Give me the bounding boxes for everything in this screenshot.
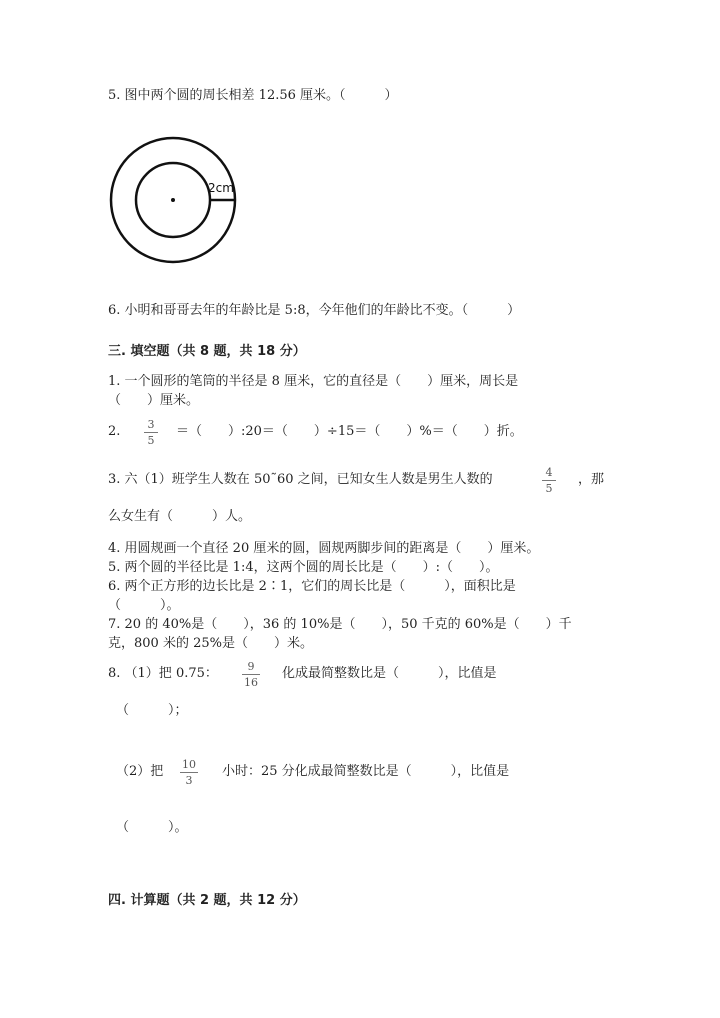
fill-q3-tail: ，那: [578, 472, 605, 487]
fill-q8b-rest: 小时：25 分化成最简整数比是（ ），比值是: [222, 764, 510, 779]
fill-q3-line1: 3. 六（1）班学生人数在 50˜60 之间，已知女生人数是男生人数的: [108, 472, 493, 487]
fraction-bar: [242, 674, 260, 675]
fraction-9-16: [242, 660, 260, 689]
fill-q2-expression: ＝（ ）:20＝（ ）÷15＝（ ）%＝（ ）折。: [176, 424, 523, 439]
question-5: 5. 图中两个圆的周长相差 12.56 厘米。（ ）: [108, 88, 398, 103]
fraction-bar: [542, 480, 556, 481]
fill-q8b-blank: （ ）。: [116, 820, 188, 835]
fill-q3-line2: 么女生有（ ）人。: [108, 509, 252, 524]
section-3-title: 三. 填空题（共 8 题，共 18 分）: [108, 344, 306, 359]
fill-q1-line1: 1. 一个圆形的笔筒的半径是 8 厘米，它的直径是（ ）厘米，周长是: [108, 374, 519, 389]
fill-q8a-prefix: 8. （1）把 0.75：: [108, 666, 218, 681]
fill-q4: 4. 用圆规画一个直径 20 厘米的圆，圆规两脚步间的距离是（ ）厘米。: [108, 541, 540, 556]
fill-q5: 5. 两个圆的半径比是 1:4，这两个圆的周长比是（ ）:（ ）。: [108, 560, 499, 575]
fraction-denominator: 5: [545, 482, 553, 495]
fraction-bar: [144, 432, 158, 433]
fill-q8b-prefix: （2）把: [116, 764, 164, 779]
fill-q7-line2: 克，800 米的 25%是（ ）米。: [108, 636, 313, 651]
fraction-denominator: 3: [185, 774, 193, 787]
section-4-title: 四. 计算题（共 2 题，共 12 分）: [108, 893, 306, 908]
center-dot: [171, 198, 175, 202]
fill-q7-line1: 7. 20 的 40%是（ ），36 的 10%是（ ），50 千克的 60%是（ ）千: [108, 617, 572, 632]
fraction-numerator: 10: [182, 758, 196, 771]
fraction-3-5: [144, 418, 158, 447]
fraction-denominator: 16: [244, 676, 258, 689]
fraction-4-5: [542, 466, 556, 495]
fill-q8a-rest: 化成最简整数比是（ ），比值是: [282, 666, 497, 681]
question-6: 6. 小明和哥哥去年的年龄比是 5:8，今年他们的年龄比不变。（ ）: [108, 303, 521, 318]
fraction-bar: [180, 772, 198, 773]
fraction-10-3: [180, 758, 198, 787]
fraction-denominator: 5: [147, 434, 155, 447]
fill-q6-line2: （ ）。: [108, 598, 180, 613]
fraction-numerator: 3: [147, 418, 155, 431]
fill-q6-line1: 6. 两个正方形的边长比是 2∶1，它们的周长比是（ ），面积比是: [108, 579, 516, 594]
ring-width-label: 2cm: [208, 181, 234, 195]
fill-q2-prefix: 2.: [108, 424, 121, 439]
fill-q8a-blank: （ ）；: [116, 703, 188, 718]
fill-q1-line2: （ ）厘米。: [108, 393, 200, 408]
concentric-circles-figure: [105, 132, 245, 272]
fraction-numerator: 4: [545, 466, 553, 479]
fraction-numerator: 9: [247, 660, 255, 673]
